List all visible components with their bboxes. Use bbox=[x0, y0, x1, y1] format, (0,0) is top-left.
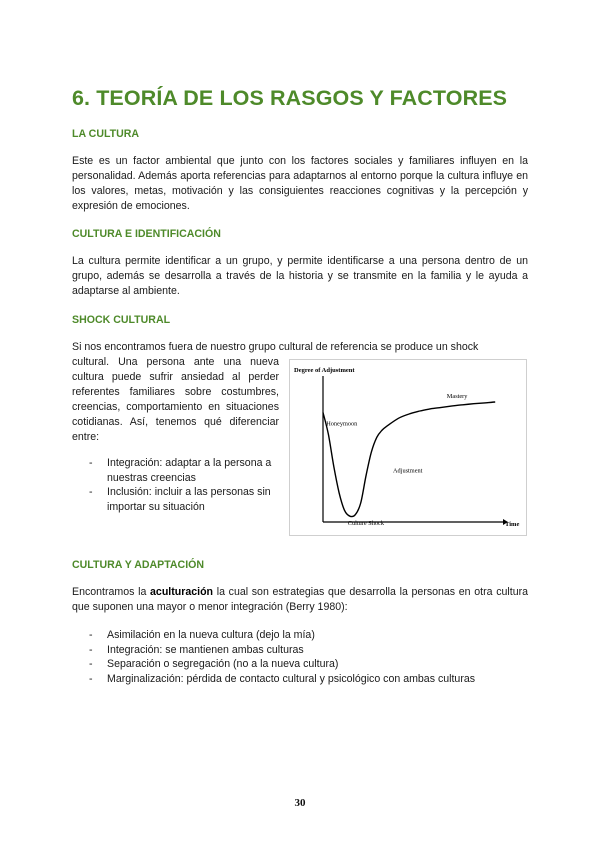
annotation-culture-shock: Culture Shock bbox=[347, 519, 385, 527]
page-title: 6. TEORÍA DE LOS RASGOS Y FACTORES bbox=[72, 86, 508, 110]
list-dash: - bbox=[89, 457, 93, 469]
paragraph-shock-intro: Si nos encontramos fuera de nuestro grupo cultural de referencia se produce un shock bbox=[72, 341, 479, 353]
paragraph-cultura-identificacion: La cultura permite identificar a un grupo, y permite identificarse a una persona dentro de un grupo, además se desarrolla a través de la historia y se transmite en la familia y le ayuda a adaptarse al ambiente. bbox=[72, 255, 528, 298]
list-item: - Inclusión: incluir a las personas sin importar su situación bbox=[89, 486, 271, 513]
annotation-mastery: Mastery bbox=[446, 392, 468, 400]
annotation-adjustment: Adjustment bbox=[393, 467, 423, 475]
annotation-honeymoon: Honeymoon bbox=[326, 420, 358, 428]
list-item: - Integración: se mantienen ambas culturas bbox=[89, 643, 304, 656]
list-dash: - bbox=[89, 629, 93, 641]
list-dash: - bbox=[89, 672, 93, 685]
shock-list bbox=[72, 456, 287, 514]
page-number: 30 bbox=[294, 797, 306, 809]
paragraph-la-cultura: Este es un factor ambiental que junto con los factores sociales y familiares influyen en la personalidad. Además aporta referencias para adaptarnos al entorno porque la cultura influye en los valores, metas, motivación y las consiguientes reacciones cognitivas y la percepción y expresión de emociones. bbox=[72, 155, 528, 213]
series-line bbox=[323, 402, 495, 517]
paragraph-cultura-adaptacion: Encontramos la aculturación la cual son estrategias que desarrolla la personas en otra cultura que suponen una mayor o menor integración (Berry 1980): bbox=[72, 586, 528, 614]
y-axis-label: Degree of Adjustment bbox=[294, 367, 355, 374]
list-item: - Marginalización: pérdida de contacto cultural y psicológico con ambas culturas bbox=[89, 672, 476, 685]
culture-shock-chart bbox=[289, 359, 527, 536]
section-heading-shock-cultural: SHOCK CULTURAL bbox=[72, 314, 171, 326]
section-heading-cultura-identificacion: CULTURA E IDENTIFICACIÓN bbox=[72, 228, 221, 240]
paragraph-shock-cultural: cultural. Una persona ante una nueva cultura puede sufrir ansiedad al perder referentes familiares sobre costumbres, creencias, comportamiento en situaciones cotidianas. Así, tenemos qué diferenciar entre: bbox=[72, 356, 279, 444]
section-heading-cultura-adaptacion: CULTURA Y ADAPTACIÓN bbox=[72, 559, 205, 571]
aculturacion-term: aculturación bbox=[150, 586, 214, 598]
section-heading-la-cultura: LA CULTURA bbox=[72, 128, 140, 140]
list-dash: - bbox=[89, 658, 93, 671]
x-axis-label: Time bbox=[505, 521, 520, 528]
list-dash: - bbox=[89, 643, 93, 656]
adaptation-list bbox=[72, 628, 528, 686]
list-item: - Separación o segregación (no a la nueva cultura) bbox=[89, 658, 339, 671]
list-item: - Integración: adaptar a la persona a nuestras creencias bbox=[89, 457, 272, 484]
list-item: - Asimilación en la nueva cultura (dejo la mía) bbox=[89, 629, 315, 641]
list-dash: - bbox=[89, 486, 93, 499]
chart-svg bbox=[290, 360, 526, 535]
